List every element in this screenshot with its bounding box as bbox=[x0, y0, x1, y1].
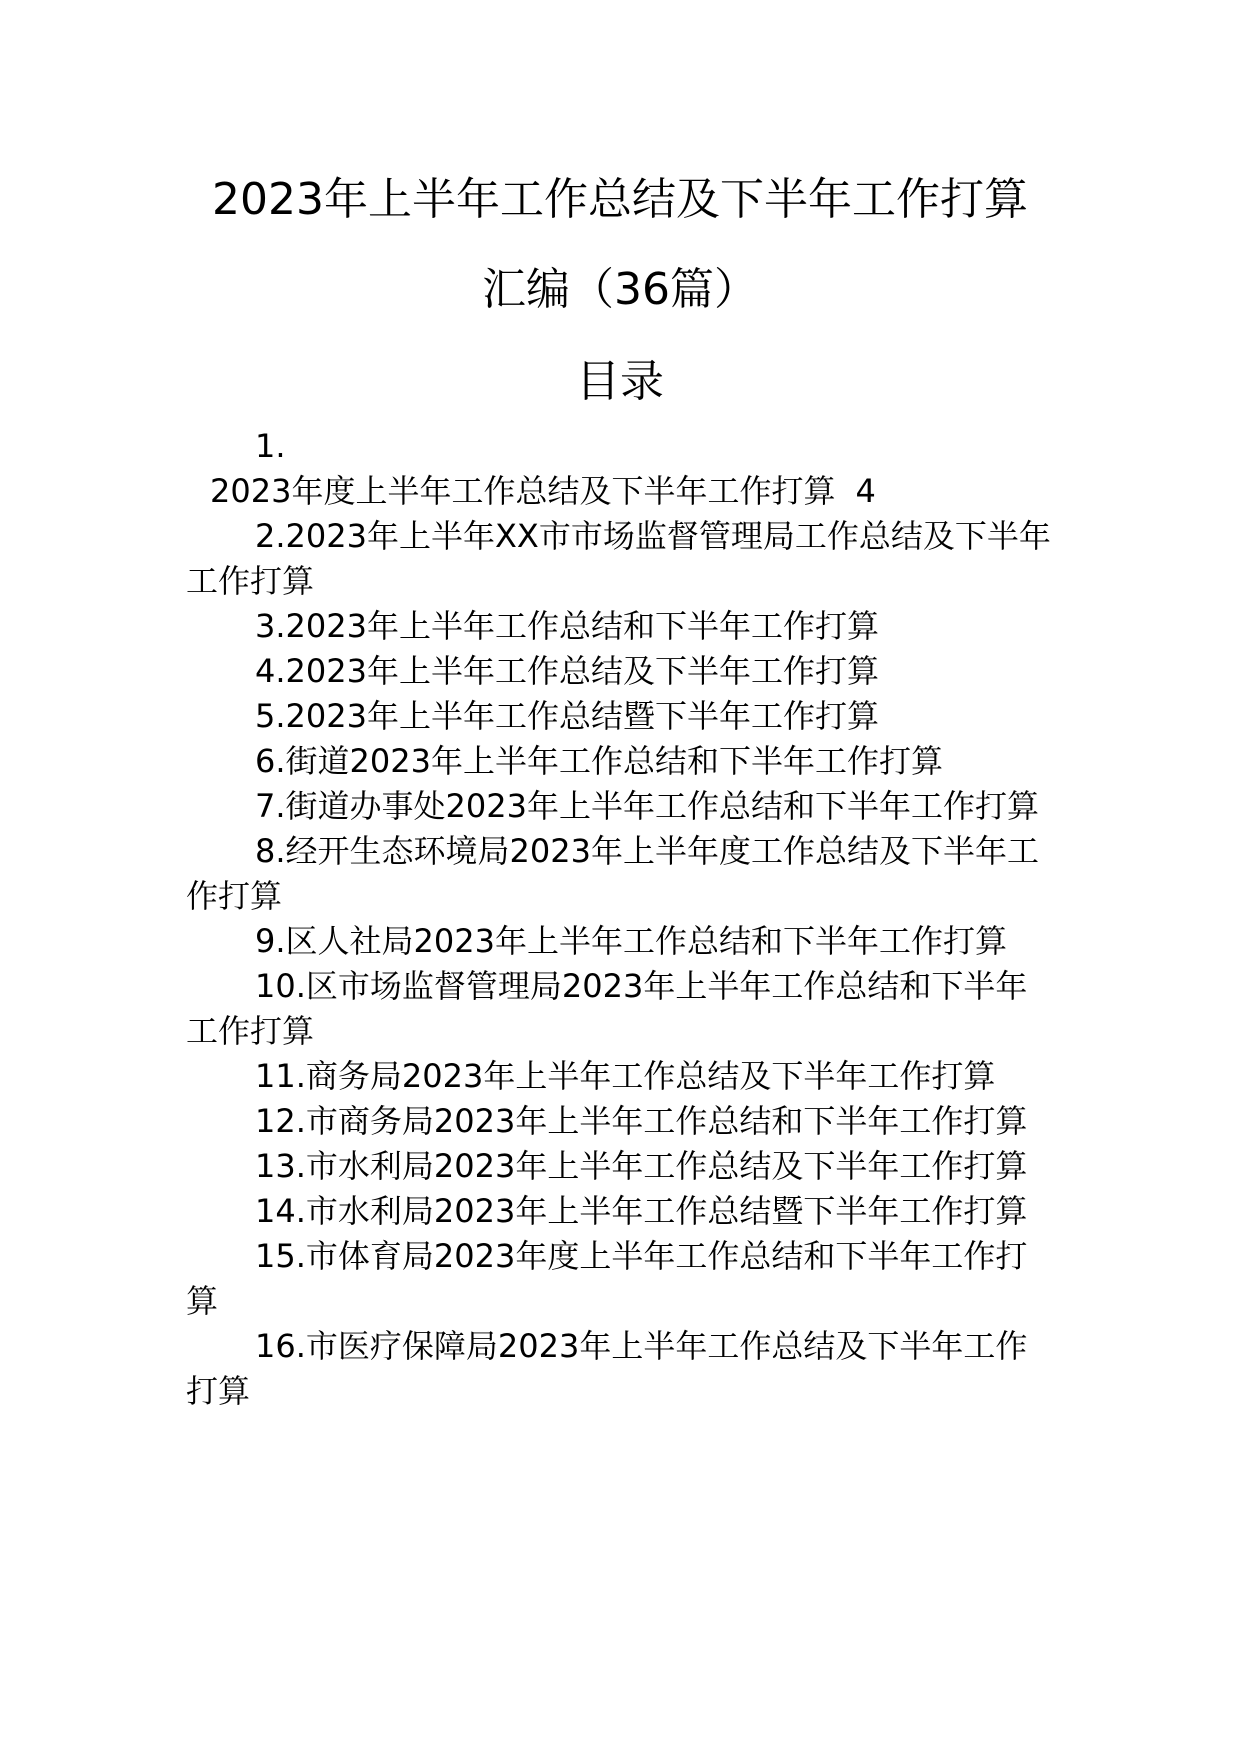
toc-entry-14[interactable]: 14.市水利局2023年上半年工作总结暨下半年工作打算 bbox=[255, 1192, 1028, 1230]
toc-entry-6[interactable]: 6.街道2023年上半年工作总结和下半年工作打算 bbox=[255, 742, 943, 780]
toc-heading: 目录 bbox=[576, 356, 664, 407]
toc-entry-16[interactable]: 16.市医疗保障局2023年上半年工作总结及下半年工作打算 bbox=[186, 1327, 1028, 1410]
toc-entry-1[interactable] bbox=[186, 424, 1052, 514]
document-title-line-1: 2023年上半年工作总结及下半年工作打算 bbox=[212, 174, 1028, 225]
toc-entry-2[interactable]: 2.2023年上半年XX市市场监督管理局工作总结及下半年工作打算 bbox=[186, 517, 1051, 600]
toc-entry-4[interactable]: 4.2023年上半年工作总结及下半年工作打算 bbox=[255, 652, 879, 690]
toc-entry-text: 2023年度上半年工作总结及下半年工作打算 bbox=[210, 472, 836, 510]
toc-entry-12[interactable]: 12.市商务局2023年上半年工作总结和下半年工作打算 bbox=[255, 1102, 1028, 1140]
toc-entry-10[interactable]: 10.区市场监督管理局2023年上半年工作总结和下半年工作打算 bbox=[186, 967, 1028, 1050]
toc-entry-7[interactable]: 7.街道办事处2023年上半年工作总结和下半年工作打算 bbox=[255, 787, 1039, 825]
toc-entry-11[interactable]: 11.商务局2023年上半年工作总结及下半年工作打算 bbox=[255, 1057, 996, 1095]
toc-entry-8[interactable]: 8.经开生态环境局2023年上半年度工作总结及下半年工作打算 bbox=[186, 832, 1039, 915]
toc-entry-3[interactable]: 3.2023年上半年工作总结和下半年工作打算 bbox=[255, 607, 879, 645]
toc-entry-13[interactable]: 13.市水利局2023年上半年工作总结及下半年工作打算 bbox=[255, 1147, 1028, 1185]
toc-entry-5[interactable]: 5.2023年上半年工作总结暨下半年工作打算 bbox=[255, 697, 879, 735]
table-of-contents bbox=[186, 424, 1052, 1414]
toc-entry-9[interactable]: 9.区人社局2023年上半年工作总结和下半年工作打算 bbox=[255, 922, 1007, 960]
toc-entry-15[interactable]: 15.市体育局2023年度上半年工作总结和下半年工作打算 bbox=[186, 1237, 1028, 1320]
document-title-line-2: 汇编（36篇） bbox=[482, 264, 758, 315]
toc-page-number: 4 bbox=[855, 472, 876, 510]
toc-entry-number: 1. bbox=[255, 427, 286, 465]
